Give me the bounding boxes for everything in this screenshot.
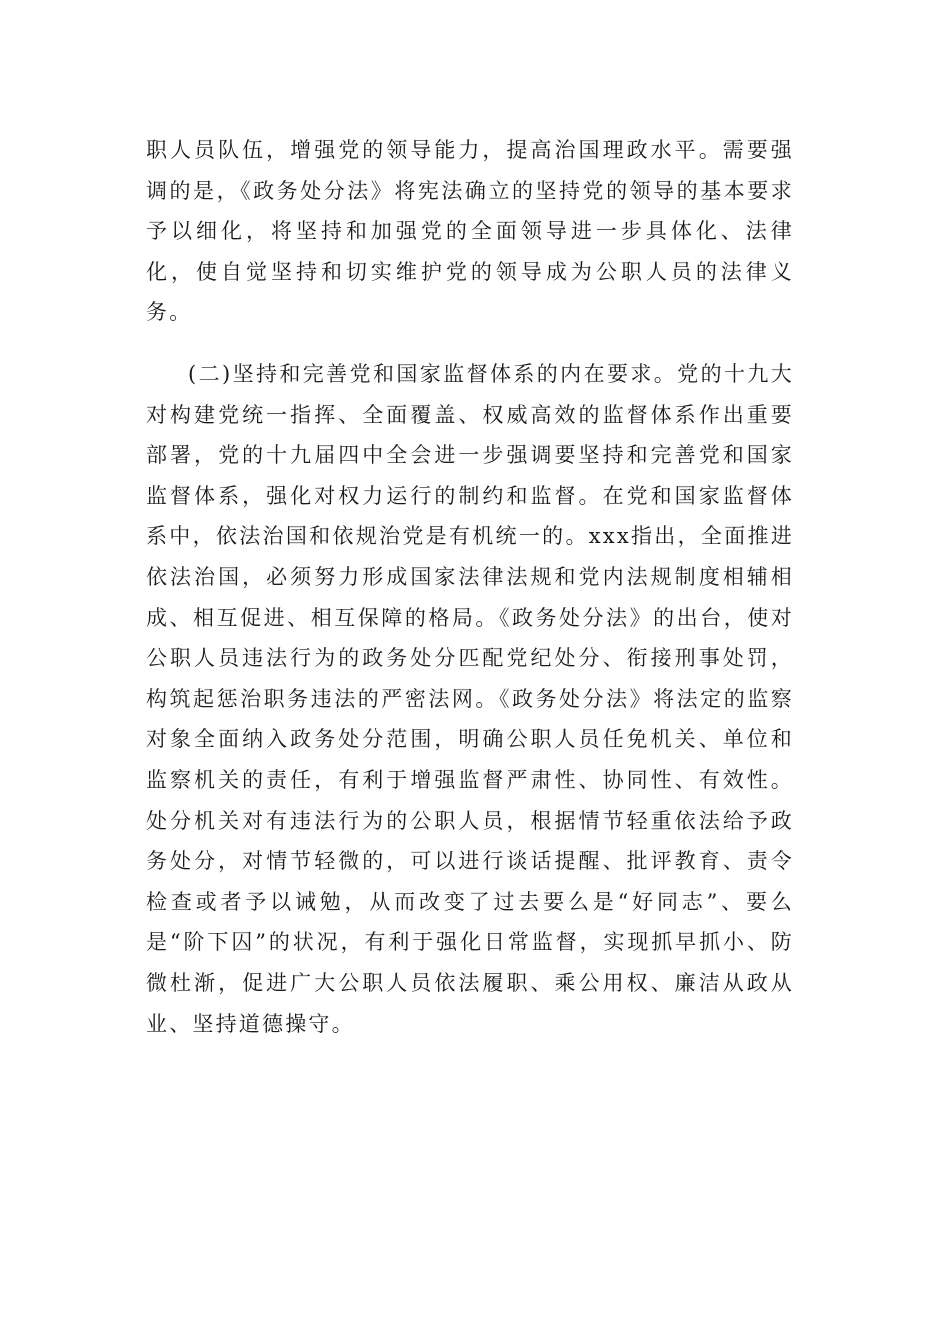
paragraph-2: (二)坚持和完善党和国家监督体系的内在要求。党的十九大对构建党统一指挥、全面覆盖、权威高效的监督体系作出重要部署，党的十九届四中全会进一步强调要坚持和完善党和国家监督体系，强化对权力运行的制约和监督。在党和国家监督体系中，依法治国和依规治党是有机统一的。xxx指出，全面推进依法治国，必须努力形成国家法律法规和党内法规制度相辅相成、相互促进、相互保障的格局。《政务处分法》的出台，使对公职人员违法行为的政务处分匹配党纪处分、衔接刑事处罚，构筑起惩治职务违法的严密法网。《政务处分法》将法定的监察对象全面纳入政务处分范围，明确公职人员任免机关、单位和监察机关的责任，有利于增强监督严肃性、协同性、有效性。处分机关对有违法行为的公职人员，根据情节轻重依法给予政务处分，对情节轻微的，可以进行谈话提醒、批评教育、责令检查或者予以诫勉，从而改变了过去要么是“好同志”、要么是“阶下囚”的状况，有利于强化日常监督，实现抓早抓小、防微杜渐，促进广大公职人员依法履职、乘公用权、廉洁从政从业、坚持道德操守。 (146, 362, 794, 1036)
paragraph-1: 职人员队伍，增强党的领导能力，提高治国理政水平。需要强调的是，《政务处分法》将宪法确立的坚持党的领导的基本要求予以细化，将坚持和加强党的全面领导进一步具体化、法律化，使自觉坚持和切实维护党的领导成为公职人员的法律义务。 (146, 138, 794, 325)
